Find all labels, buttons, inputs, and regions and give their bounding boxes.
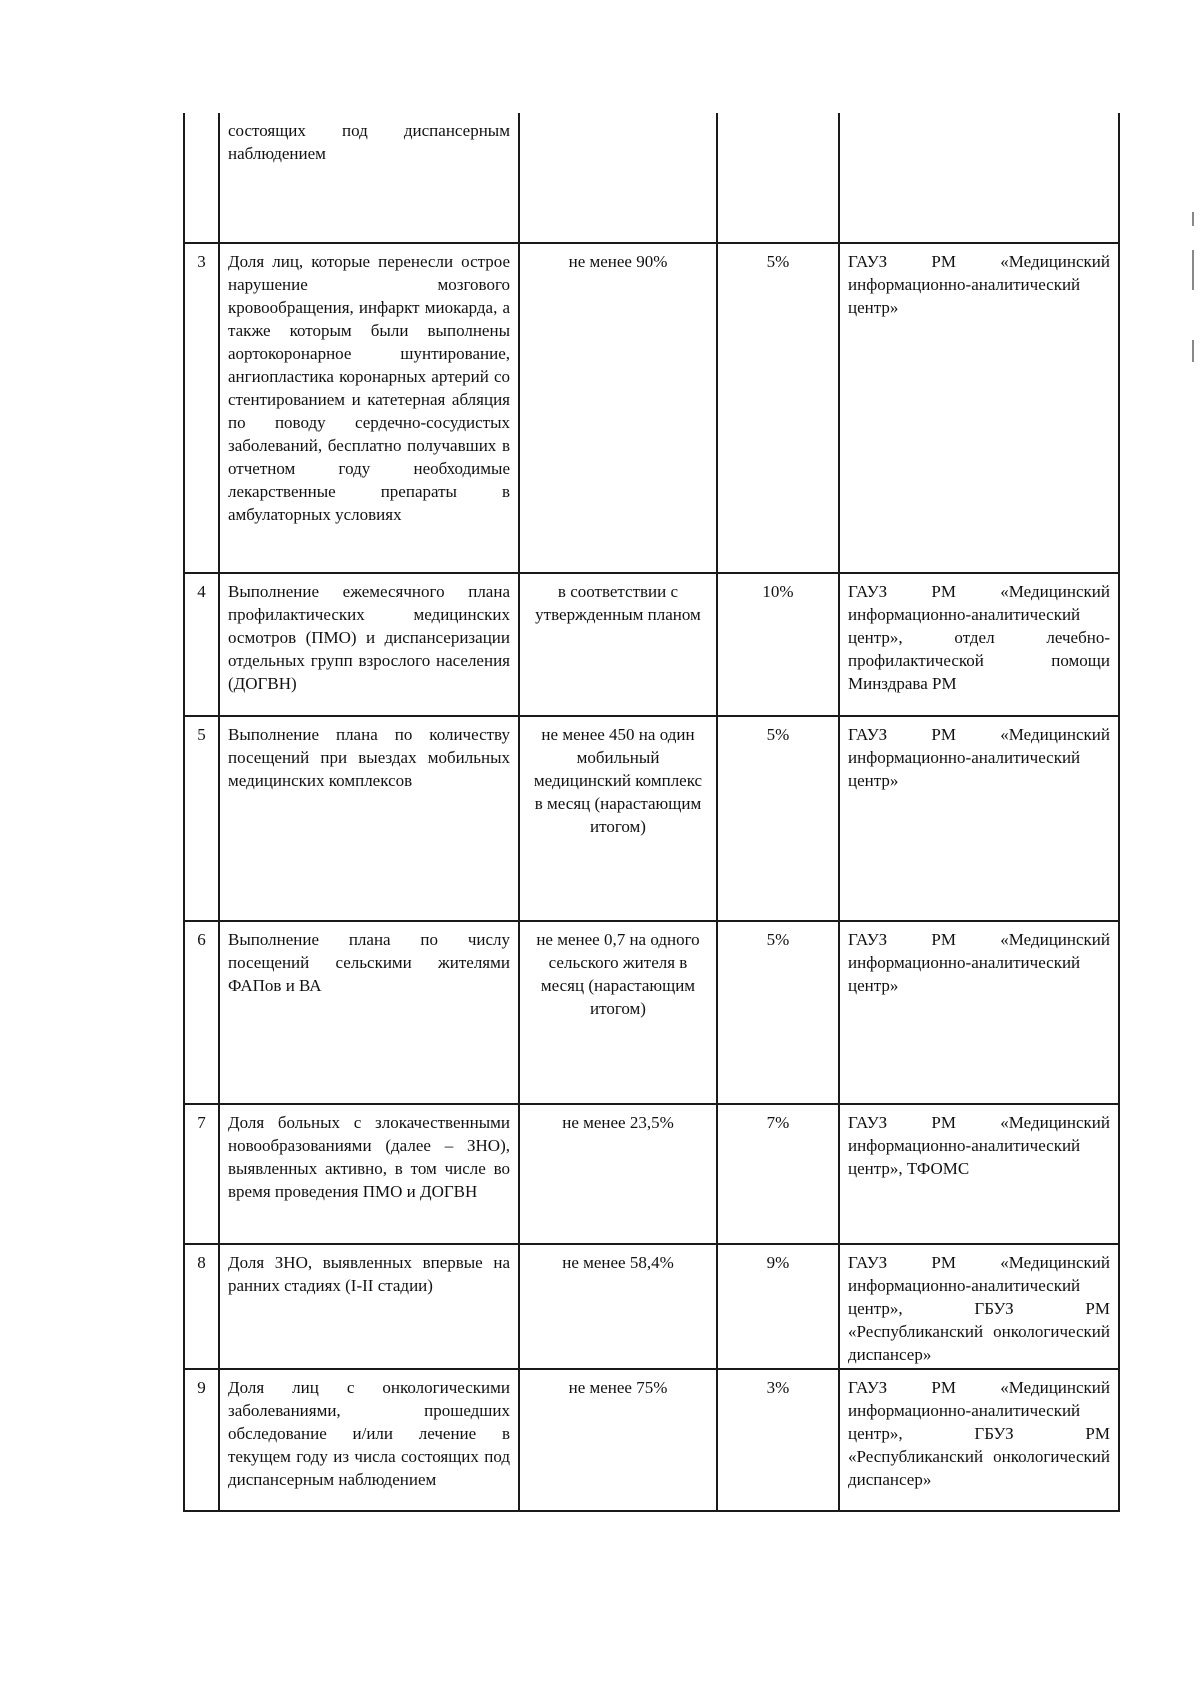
table-row	[184, 113, 1119, 243]
row-number: 6	[184, 921, 219, 1104]
weight-value: 10%	[717, 573, 839, 716]
row-number	[184, 113, 219, 243]
target-value: в соответствии с утвержденным планом	[519, 573, 717, 716]
row-number: 8	[184, 1244, 219, 1369]
responsible-text: ГАУЗ РМ «Медицинский информационно-аналитический центр», ГБУЗ РМ «Республиканский онкологический диспансер»	[839, 1244, 1119, 1369]
table-row	[184, 1369, 1119, 1511]
responsible-text: ГАУЗ РМ «Медицинский информационно-аналитический центр», ГБУЗ РМ «Республиканский онкологический диспансер»	[839, 1369, 1119, 1511]
row-number: 5	[184, 716, 219, 921]
weight-value: 5%	[717, 921, 839, 1104]
indicator-text: состоящих под диспансерным наблюдением	[219, 113, 519, 243]
row-number: 7	[184, 1104, 219, 1244]
target-value: не менее 75%	[519, 1369, 717, 1511]
table-row	[184, 1244, 1119, 1369]
responsible-text	[839, 113, 1119, 243]
table-row	[184, 921, 1119, 1104]
indicator-text: Доля лиц с онкологическими заболеваниями, прошедших обследование и/или лечение в текущем году из числа состоящих под диспансерным наблюдением	[219, 1369, 519, 1511]
weight-value	[717, 113, 839, 243]
target-value: не менее 0,7 на одного сельского жителя в месяц (нарастающим итогом)	[519, 921, 717, 1104]
weight-value: 5%	[717, 243, 839, 573]
row-number: 3	[184, 243, 219, 573]
table-row	[184, 573, 1119, 716]
weight-value: 9%	[717, 1244, 839, 1369]
table-row	[184, 243, 1119, 573]
indicator-text: Доля больных с злокачественными новообразованиями (далее – ЗНО), выявленных активно, в том числе во время проведения ПМО и ДОГВН	[219, 1104, 519, 1244]
responsible-text: ГАУЗ РМ «Медицинский информационно-аналитический центр»	[839, 716, 1119, 921]
table-row	[184, 1104, 1119, 1244]
weight-value: 5%	[717, 716, 839, 921]
target-value	[519, 113, 717, 243]
indicator-text: Доля лиц, которые перенесли острое нарушение мозгового кровообращения, инфаркт миокарда, а также которым были выполнены аортокоронарное шунтирование, ангиопластика коронарных артерий со стентированием и катетерная абляция по поводу сердечно-сосудистых заболеваний, бесплатно получавших в отчетном году необходимые лекарственные препараты в амбулаторных условиях	[219, 243, 519, 573]
scan-edge-mark	[1192, 340, 1194, 362]
scan-edge-mark	[1192, 212, 1194, 226]
responsible-text: ГАУЗ РМ «Медицинский информационно-аналитический центр», отдел лечебно-профилактической помощи Минздрава РМ	[839, 573, 1119, 716]
indicator-text: Выполнение плана по числу посещений сельскими жителями ФАПов и ВА	[219, 921, 519, 1104]
scan-edge-mark	[1192, 250, 1194, 290]
indicator-text: Доля ЗНО, выявленных впервые на ранних стадиях (I-II стадии)	[219, 1244, 519, 1369]
target-value: не менее 58,4%	[519, 1244, 717, 1369]
table-row	[184, 716, 1119, 921]
indicator-text: Выполнение ежемесячного плана профилактических медицинских осмотров (ПМО) и диспансеризации отдельных групп взрослого населения (ДОГВН)	[219, 573, 519, 716]
responsible-text: ГАУЗ РМ «Медицинский информационно-аналитический центр», ТФОМС	[839, 1104, 1119, 1244]
weight-value: 7%	[717, 1104, 839, 1244]
responsible-text: ГАУЗ РМ «Медицинский информационно-аналитический центр»	[839, 921, 1119, 1104]
target-value: не менее 23,5%	[519, 1104, 717, 1244]
target-value: не менее 450 на один мобильный медицинский комплекс в месяц (нарастающим итогом)	[519, 716, 717, 921]
weight-value: 3%	[717, 1369, 839, 1511]
row-number: 9	[184, 1369, 219, 1511]
indicators-table	[183, 113, 1120, 1512]
indicator-text: Выполнение плана по количеству посещений при выездах мобильных медицинских комплексов	[219, 716, 519, 921]
responsible-text: ГАУЗ РМ «Медицинский информационно-аналитический центр»	[839, 243, 1119, 573]
target-value: не менее 90%	[519, 243, 717, 573]
row-number: 4	[184, 573, 219, 716]
